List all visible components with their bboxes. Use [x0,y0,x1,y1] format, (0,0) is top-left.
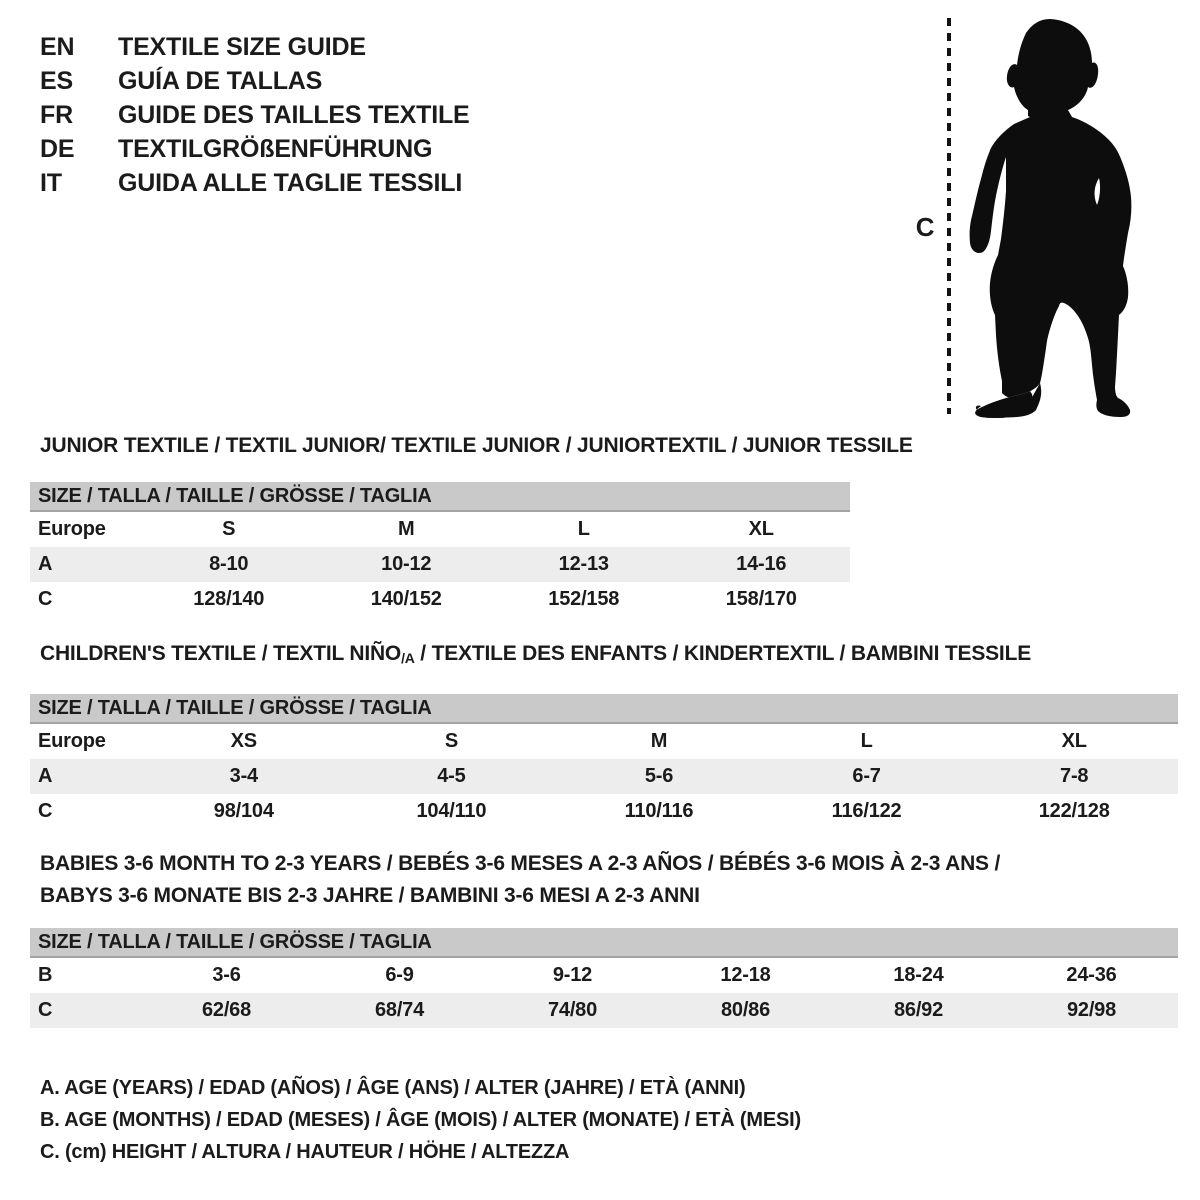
language-row [40,98,470,132]
row-label: B [38,964,53,986]
table-cell: 92/98 [1066,999,1117,1021]
title-segment-small: /A [401,650,415,666]
language-row [40,64,470,98]
language-title: GUIDE DES TAILLES TEXTILE [118,101,470,129]
table-cell: 116/122 [831,800,902,822]
table-cell: L [577,518,590,540]
table-cell: 140/152 [370,588,442,610]
table-row [30,958,1178,993]
height-measure-label: C [915,212,935,242]
table-cell: 62/68 [201,999,252,1021]
table-cell: 98/104 [213,800,274,822]
language-row [40,30,470,64]
table-cell: 8-10 [209,553,249,575]
size-table-rows [30,724,1178,829]
footnote-line: B. AGE (MONTHS) / EDAD (MESES) / ÂGE (MOIS) / ALTER (MONATE) / ETÀ (MESI) [40,1109,801,1131]
size-table-header: SIZE / TALLA / TAILLE / GRÖSSE / TAGLIA [30,928,1178,958]
table-cell: 74/80 [547,999,598,1021]
table-cell: S [222,518,236,540]
table-cell: L [860,730,873,752]
size-table-rows [30,512,850,617]
table-cell: 104/110 [416,800,487,822]
footnote-line: C. (cm) HEIGHT / ALTURA / HAUTEUR / HÖHE / ALTEZZA [40,1141,570,1163]
table-row [30,794,1178,829]
language-row [40,132,470,166]
table-row [30,512,850,547]
size-table-rows [30,958,1178,1028]
section-title-babies-line1: BABIES 3-6 MONTH TO 2-3 YEARS / BEBÉS 3-6 MESES A 2-3 AÑOS / BÉBÉS 3-6 MOIS À 2-3 ANS / [40,852,1001,875]
language-title: TEXTILGRÖßENFÜHRUNG [118,135,433,163]
language-code: DE [40,135,75,163]
table-cell: 18-24 [893,964,944,986]
row-label: C [38,588,53,610]
row-label: Europe [38,730,106,752]
language-code: EN [40,33,75,61]
table-cell: 122/128 [1038,800,1110,822]
language-code: FR [40,101,73,129]
height-measure-dashed-line [947,18,951,414]
language-code: IT [40,169,62,197]
title-segment: CHILDREN'S TEXTILE / TEXTIL NIÑO [40,642,402,665]
table-cell: M [650,730,668,752]
table-cell: 9-12 [552,964,593,986]
footnote-line: A. AGE (YEARS) / EDAD (AÑOS) / ÂGE (ANS) / ALTER (JAHRE) / ETÀ (ANNI) [40,1077,746,1099]
table-cell: 12-18 [720,964,771,986]
language-title-list [40,30,470,200]
table-cell: 10-12 [381,553,432,575]
babies-size-table [30,928,1178,1028]
language-title: GUIDA ALLE TAGLIE TESSILI [118,169,463,197]
measurement-footnotes [40,1072,801,1168]
table-cell: 3-4 [229,765,258,787]
section-title-children [30,642,1178,670]
table-row [30,724,1178,759]
table-cell: 128/140 [193,588,265,610]
table-cell: S [444,730,458,752]
toddler-silhouette [960,16,1142,420]
table-cell: 5-6 [644,765,674,787]
junior-size-table [30,482,850,617]
table-cell: 6-7 [852,765,881,787]
row-label: C [38,999,53,1021]
table-cell: 158/170 [725,588,797,610]
section-children-textile [30,642,1178,829]
table-cell: 68/74 [374,999,425,1021]
language-title: TEXTILE SIZE GUIDE [118,33,366,61]
table-cell: 4-5 [437,765,466,787]
row-label: A [38,553,53,575]
section-title-junior: JUNIOR TEXTILE / TEXTIL JUNIOR/ TEXTILE JUNIOR / JUNIORTEXTIL / JUNIOR TESSILE [40,434,913,457]
language-code: ES [40,67,73,95]
row-label: A [38,765,53,787]
table-cell: XS [230,730,257,752]
table-cell: 3-6 [212,964,241,986]
table-row [30,759,1178,794]
table-row [30,582,850,617]
section-junior-textile [30,434,913,617]
row-label: Europe [38,518,106,540]
table-cell: XL [748,518,774,540]
table-cell: XL [1061,730,1087,752]
table-cell: M [398,518,415,540]
title-segment: / TEXTILE DES ENFANTS / KINDERTEXTIL / BAMBINI TESSILE [414,642,1032,665]
table-cell: 24-36 [1066,964,1117,986]
table-cell: 110/116 [624,800,694,822]
table-row [30,547,850,582]
table-cell: 12-13 [558,553,609,575]
language-title: GUÍA DE TALLAS [118,67,323,95]
section-title-babies-line2: BABYS 3-6 MONATE BIS 2-3 JAHRE / BAMBINI 3-6 MESI A 2-3 ANNI [40,884,700,907]
size-table-header: SIZE / TALLA / TAILLE / GRÖSSE / TAGLIA [30,482,850,512]
row-label: C [38,800,53,822]
section-babies-textile [30,848,1178,1028]
table-cell: 7-8 [1060,765,1089,787]
language-row [40,166,470,200]
children-size-table [30,694,1178,829]
table-cell: 6-9 [385,964,414,986]
table-row [30,993,1178,1028]
size-table-header: SIZE / TALLA / TAILLE / GRÖSSE / TAGLIA [30,694,1178,724]
table-cell: 14-16 [736,553,787,575]
table-cell: 152/158 [548,588,620,610]
table-cell: 80/86 [720,999,771,1021]
table-cell: 86/92 [893,999,944,1021]
